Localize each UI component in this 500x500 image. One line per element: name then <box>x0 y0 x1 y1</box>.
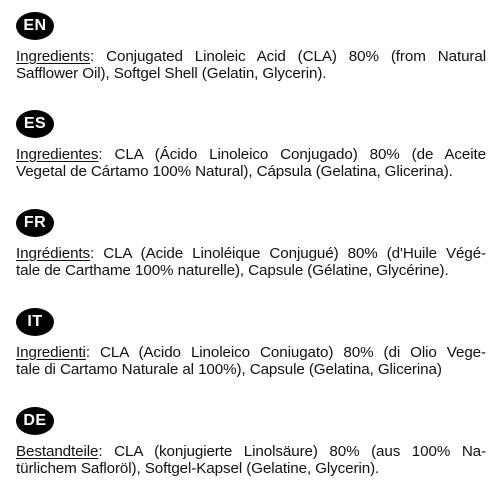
ingredients-line-2: türlichem Saflоröl), Softgel-Kapsel (Gelatine, Glycerin). <box>16 460 380 477</box>
language-badge-en: EN <box>16 12 54 40</box>
section-es <box>16 110 486 180</box>
ingredients-line-1: Ingredienti: CLA (Acido Linoleico Coniugato) 80% (di Olio Vege- <box>16 344 486 361</box>
ingredients-text-de <box>16 443 486 477</box>
ingredients-text-it <box>16 344 486 378</box>
ingredients-line-2: Vegetal de Cártamo 100% Natural), Cápsula (Gelatina, Glicerina). <box>16 163 453 180</box>
section-fr <box>16 209 486 279</box>
section-en <box>16 12 486 82</box>
ingredients-line-1: Bestandteile: CLA (konjugierte Linolsäure) 80% (aus 100% Na- <box>16 443 486 460</box>
language-badge-fr: FR <box>16 209 54 237</box>
language-badge-it: IT <box>16 308 54 336</box>
section-de <box>16 407 486 477</box>
ingredients-line-2: Safflower Oil), Softgel Shell (Gelatin, Glycerin). <box>16 65 327 82</box>
ingredients-label: Ingredientes <box>16 146 99 163</box>
ingredients-label: Bestandteile <box>16 443 99 460</box>
ingredients-line-1: Ingrédients: CLA (Acide Linoléique Conjugué) 80% (d'Huile Végé- <box>16 245 486 262</box>
ingredients-label: Ingredients <box>16 48 91 65</box>
ingredients-text-en <box>16 48 486 82</box>
ingredients-text-fr <box>16 245 486 279</box>
ingredients-line-2: tale de Carthame 100% naturelle), Capsule (Gélatine, Glycérine). <box>16 262 449 279</box>
ingredients-line-1: Ingredientes: CLA (Ácido Linoleico Conjugado) 80% (de Aceite <box>16 146 486 163</box>
ingredients-text-es <box>16 146 486 180</box>
ingredients-line-1: Ingredients: Conjugated Linoleic Acid (CLA) 80% (from Natural <box>16 48 486 65</box>
ingredients-line-2: tale di Cartamo Naturale al 100%), Capsule (Gelatina, Glicerina) <box>16 361 442 378</box>
ingredients-label: Ingrédients <box>16 245 91 262</box>
section-it <box>16 308 486 378</box>
language-badge-es: ES <box>16 110 54 138</box>
language-badge-de: DE <box>16 407 54 435</box>
ingredients-label: Ingredienti <box>16 344 86 361</box>
